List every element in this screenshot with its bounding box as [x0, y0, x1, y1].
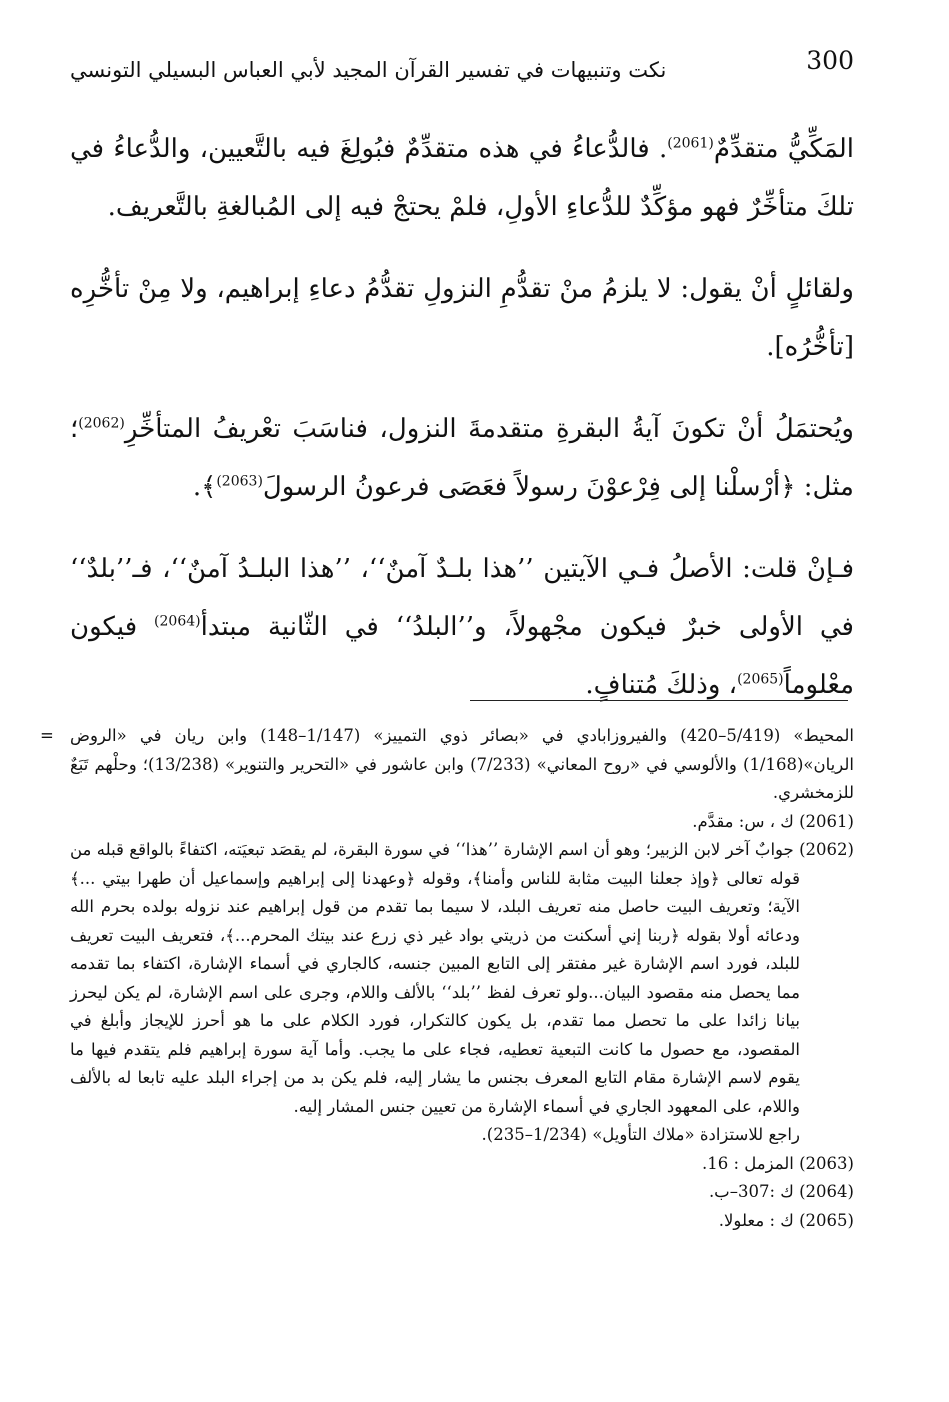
footnote-number: (2065)	[799, 1210, 854, 1230]
footnote-number: (2063)	[799, 1153, 854, 1173]
footnote-2065	[70, 1207, 854, 1236]
paragraph-1-text-b: . فالدُّعاءُ في هذه متقدِّمٌ فبُولِغَ فيه بالتَّعيين، والدُّعاءُ في تلكَ متأخِّرٌ فهو مؤكِّدٌ للدُّعاءِ الأولِ، فلمْ يحتجْ فيه إلى المُبالغةِ بالتَّعريف.	[70, 134, 854, 222]
footnote-text: جوابٌ آخر لابن الزبير؛ وهو أن اسم الإشارة ’’هذا‘‘ في سورة البقرة، لم يقصَد تبعيَته، اكتفاءً بالواقع قبله من قوله تعالى ﴿وإذ جعلنا البيت مثابة للناس وأمنا﴾، وقوله ﴿وعهدنا إلى إبراهيم وإسماعيل أن طهرا بيتي ...﴾ الآية؛ وتعريف البيت حاصل منه تعريف البلد، لا سيما بما تقدم من قول إبراهيم عند نزوله بولده بحرم الله ودعائه أولا بقوله ﴿ربنا إني أسكنت من ذريتي بواد غير ذي زرع عند بيتك المحرم...﴾، فتعريف البيت تعريف للبلد، فورد اسم الإشارة غير مفتقر إلى التابع المبين جنسه، كالجاري في أسماء الإشارة، اكتفاء بما تقدمه مما يحصل منه مقصود البيان...ولو تعرف لفظ ’’بلد‘‘ بالألف واللام، وجرى على اسم الإشارة، لم يكن ليحرز بيانا زائدا على ما تحصل مما تقدم، بل يكون كالتكرار، فورد الكلام على ما هو أحرز للإيجاز وأبلغ في المقصود، مع حصول ما كانت التبعية تعطيه، فجاء على ما يجب. وأما آية سورة إبراهيم فلم يتقدم فيها ما يقوم لاسم الإشارة مقام التابع المعرف بجنس ما يشار إليه، فلم يكن بد من إجراء البلد عليه تابعا له بالألف واللام، على المعهود الجاري في أسماء الإشارة من تعيين جنس المشار إليه.	[70, 840, 800, 1116]
paragraph-4-text-b: فيكون معْلوماً	[70, 612, 854, 700]
page-number: 300	[806, 46, 854, 75]
running-title: نكت وتنبيهات في تفسير القرآن المجيد لأبي العباس البسيلي التونسي	[70, 58, 667, 82]
continuation-mark: =	[40, 726, 54, 745]
footnotes	[40, 722, 854, 1235]
paragraph-3	[70, 400, 854, 516]
paragraph-1-text-a: المَكِّيُّ متقدِّمٌ	[713, 134, 854, 164]
footnote-2063	[70, 1150, 854, 1179]
footnote-divider	[470, 700, 848, 701]
footnote-text: ك ، س: مقدَّم.	[692, 811, 794, 831]
paragraph-1	[70, 120, 854, 236]
main-text	[70, 120, 854, 738]
paragraph-4	[70, 540, 854, 714]
footnote-2062-reference: راجع للاستزادة «ملاك التأويل» (1/234–235).	[481, 1125, 800, 1144]
footnote-ref-2061: (2061)	[667, 135, 714, 152]
paragraph-3-text-a: ويُحتمَلُ أنْ تكونَ آيةُ البقرةِ متقدمةَ النزول، فناسَبَ تعْريفُ المتأخِّرِ	[124, 414, 854, 444]
page-header	[70, 42, 854, 92]
footnote-text: المزمل : 16.	[701, 1153, 794, 1173]
footnote-number: (2064)	[799, 1182, 854, 1201]
footnote-2061	[70, 808, 854, 837]
paragraph-4-text-c: ، وذلكَ مُتنافٍ.	[585, 670, 738, 700]
footnote-continuation	[40, 722, 854, 808]
footnote-2064	[70, 1178, 854, 1207]
footnote-text: ك :307–ب.	[708, 1182, 794, 1201]
footnote-ref-2062: (2062)	[78, 415, 125, 432]
paragraph-4-text-a: فـإنْ قلت: الأصلُ فـي الآيتين ’’هذا بلـدٌ آمنٌ‘‘، ’’هذا البلـدُ آمنٌ‘‘، فـ’’بلدٌ‘‘ في الأولى خبرٌ فيكون مجْهولاً، و’’البلدُ‘‘ في الثّانية مبتدأ	[70, 554, 854, 642]
footnote-number: (2061)	[799, 811, 854, 831]
paragraph-2: ولقائلٍ أنْ يقول: لا يلزمُ منْ تقدُّمِ النزولِ تقدُّمُ دعاءِ إبراهيم، ولا مِنْ تأخُّرِه [تأخُّرُه].	[70, 274, 854, 362]
continuation-text: المحيط» (5/419–420) والفيروزابادي في «بصائر ذوي التمييز» (1/147–148) وابن ريان في «الروض الريان»(1/168) والألوسي في «روح المعاني» (7/233) وابن عاشور في «التحرير والتنوير» (13/238)؛ وحلْهم تَبَعٌ للزمخشري.	[70, 726, 854, 802]
footnote-ref-2063: (2063)	[216, 473, 263, 490]
footnote-2062	[70, 836, 854, 1121]
paragraph-3-text-b: ؛ مثل: ﴿أرْسلْنا إلى فِرْعوْنَ رسولاً فعَصَى فرعونُ الرسولَ	[70, 414, 854, 502]
footnote-number: (2062)	[799, 840, 854, 859]
paragraph-3-text-c: ﴾.	[192, 472, 217, 502]
footnote-text: ك : معلولا.	[718, 1210, 794, 1230]
footnote-ref-2064: (2064)	[154, 613, 201, 630]
footnote-ref-2065: (2065)	[737, 671, 784, 688]
